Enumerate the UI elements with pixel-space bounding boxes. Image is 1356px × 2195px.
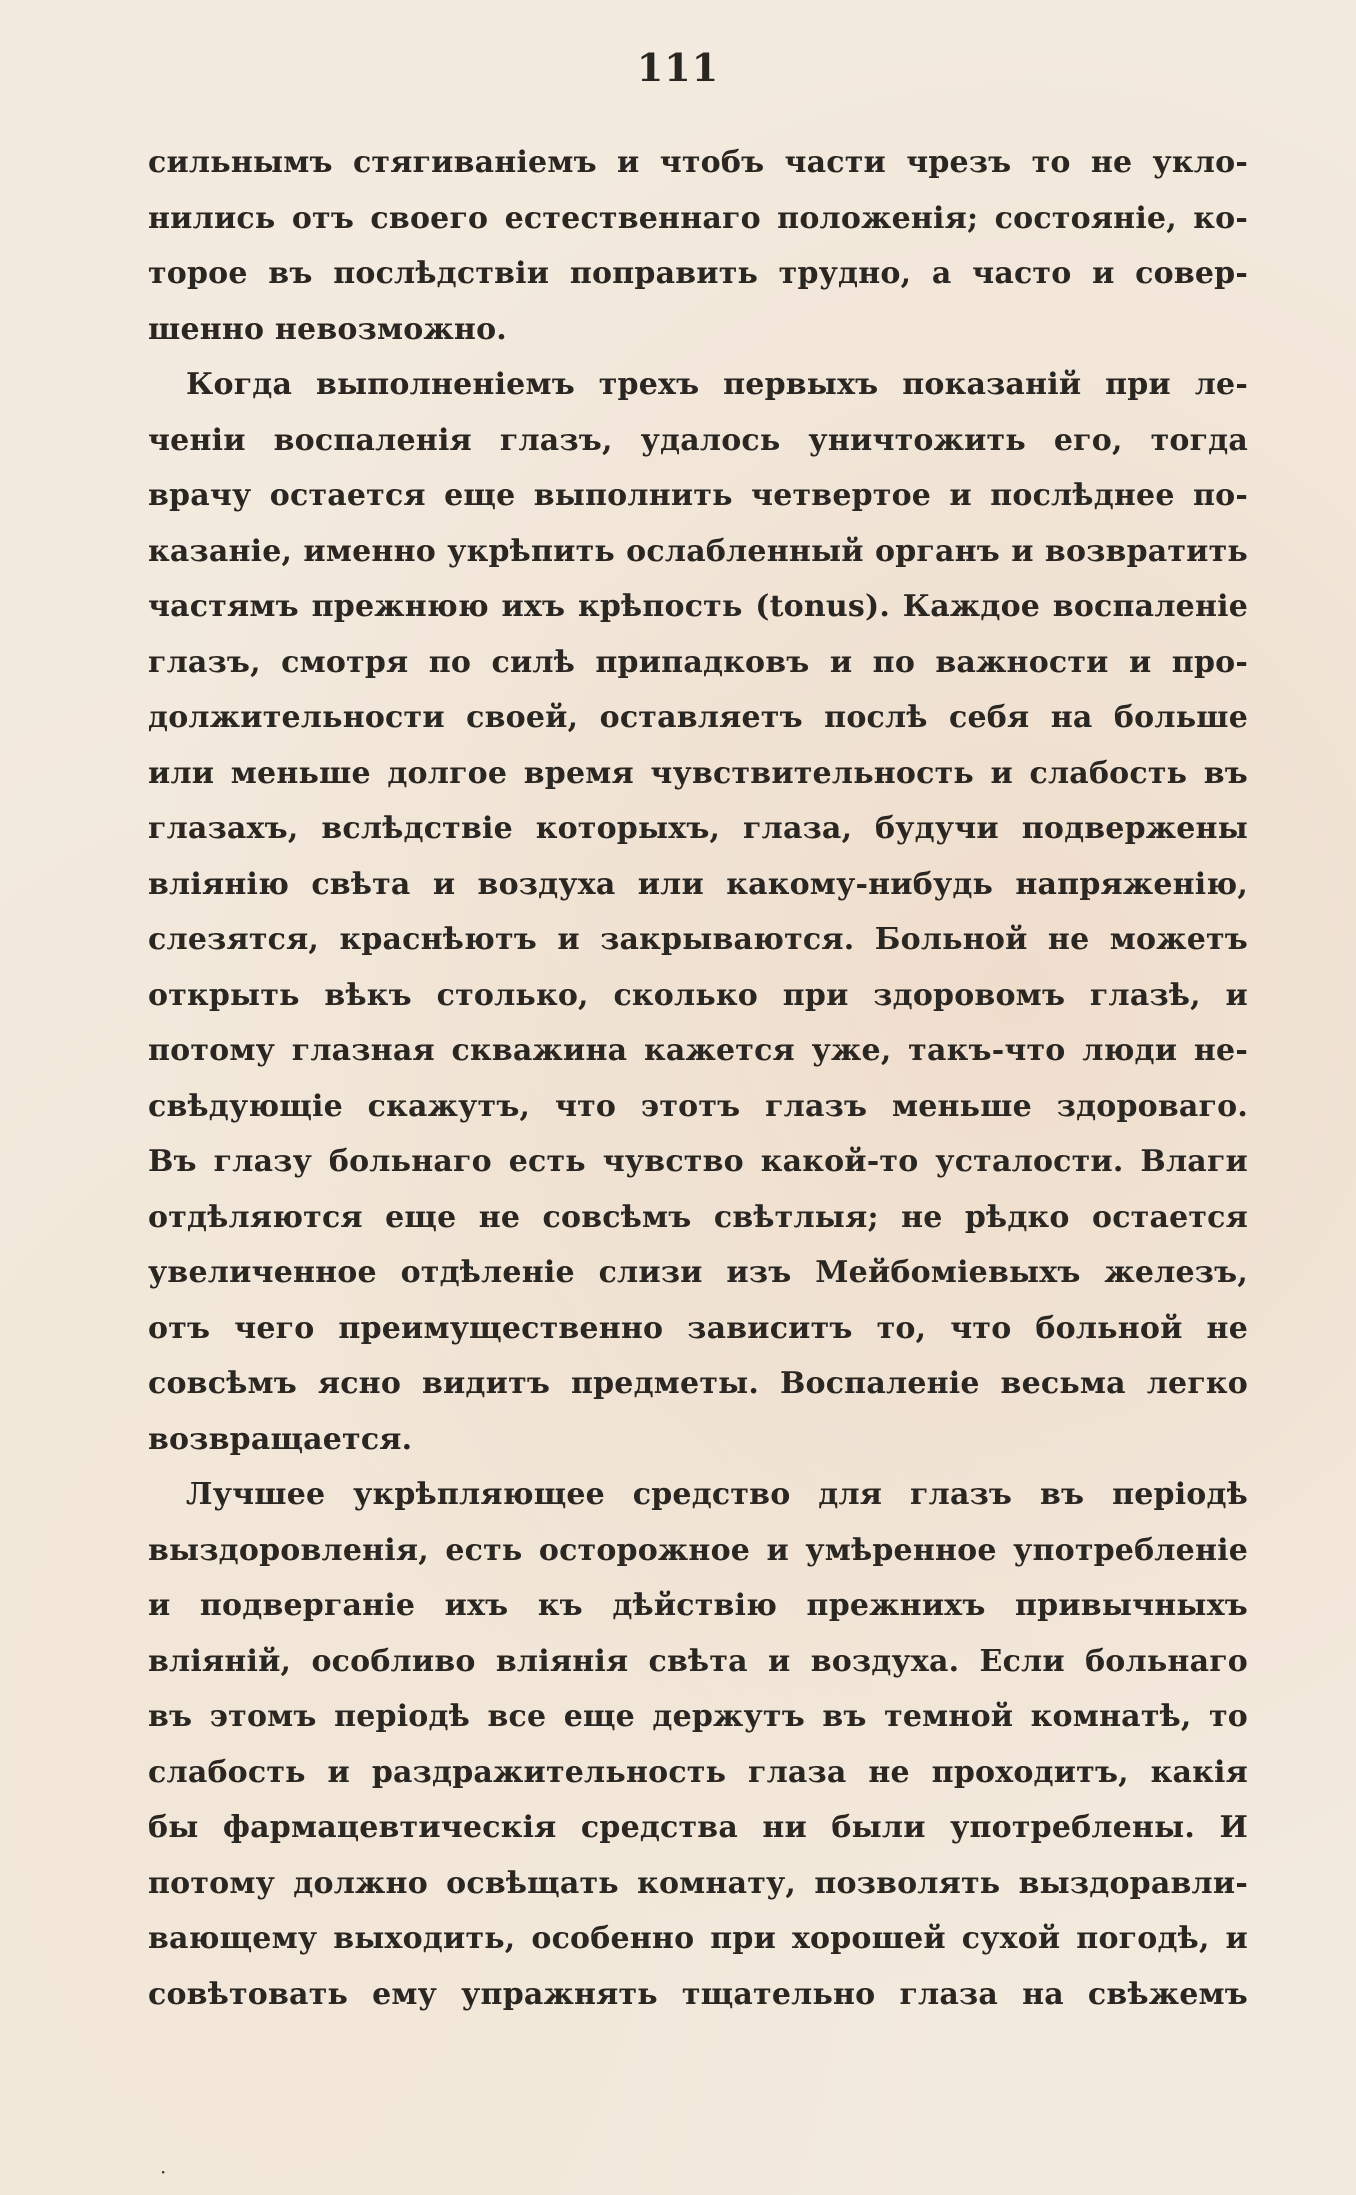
text-line: потому глазная скважина кажется уже, такъ-что люди не- <box>148 1033 1248 1068</box>
text-line: нились отъ своего естественнаго положенія; состояніе, ко- <box>148 200 1248 236</box>
body-text <box>148 135 1248 2022</box>
text-line: вающему выходить, особенно при хорошей сухой погодѣ, и <box>148 1921 1248 1956</box>
text-line: слабость и раздражительность глаза не проходитъ, какія <box>148 1754 1248 1790</box>
text-line: въ этомъ періодѣ все еще держутъ въ темной комнатѣ, то <box>148 1699 1248 1734</box>
text-line: сильнымъ стягиваніемъ и чтобъ части чрезъ то не укло- <box>148 145 1248 180</box>
text-line: глазахъ, вслѣдствіе которыхъ, глаза, будучи подвержены <box>148 811 1248 846</box>
text-line: совѣтовать ему упражнять тщательно глаза на свѣжемъ <box>148 1976 1248 2012</box>
text-line: отъ чего преимущественно зависитъ то, что больной не <box>148 1310 1248 1346</box>
text-line: бы фармацевтическія средства ни были употреблены. И <box>148 1810 1248 1845</box>
text-line: вліянію свѣта и воздуха или какому-нибудь напряженію, <box>148 866 1248 902</box>
page-number: 111 <box>636 45 720 90</box>
text-line: отдѣляются еще не совсѣмъ свѣтлыя; не рѣдко остается <box>148 1199 1248 1235</box>
text-line: Въ глазу больнаго есть чувство какой-то усталости. Влаги <box>148 1144 1248 1179</box>
text-line: торое въ послѣдствіи поправить трудно, а часто и совер- <box>148 256 1248 291</box>
text-line: вліяній, особливо вліянія свѣта и воздуха. Если больнаго <box>148 1643 1248 1679</box>
text-line: казаніе, именно укрѣпить ослабленный органъ и возвратить <box>148 533 1248 569</box>
text-line: глазъ, смотря по силѣ припадковъ и по важности и про- <box>148 644 1248 680</box>
text-line: частямъ прежнюю ихъ крѣпость (tonus). Каждое воспаленіе <box>148 589 1248 624</box>
text-line: Лучшее укрѣпляющее средство для глазъ въ періодѣ <box>186 1477 1248 1512</box>
text-line: или меньше долгое время чувствительность и слабость въ <box>148 755 1248 791</box>
text-line: врачу остается еще выполнить четвертое и послѣднее по- <box>148 478 1248 513</box>
text-line: свѣдующіе скажутъ, что этотъ глазъ меньше здороваго. <box>148 1088 1248 1124</box>
text-line: ченіи воспаленія глазъ, удалось уничтожить его, тогда <box>148 422 1248 458</box>
text-line: потому должно освѣщать комнату, позволять выздоравли- <box>148 1865 1248 1901</box>
text-line: слезятся, краснѣютъ и закрываются. Больной не можетъ <box>148 922 1248 957</box>
text-line: шенно невозможно. <box>148 311 507 347</box>
text-line: совсѣмъ ясно видитъ предметы. Воспаленіе весьма легко <box>148 1366 1248 1401</box>
text-line: должительности своей, оставляетъ послѣ себя на больше <box>148 700 1248 735</box>
text-line: Когда выполненіемъ трехъ первыхъ показаній при ле- <box>186 367 1248 402</box>
text-line: возвращается. <box>148 1421 413 1457</box>
text-line: увеличенное отдѣленіе слизи изъ Мейбоміевыхъ железъ, <box>148 1255 1248 1290</box>
text-line: выздоровленія, есть осторожное и умѣренное употребленіе <box>148 1532 1248 1568</box>
text-line: и подверганіе ихъ къ дѣйствію прежнихъ привычныхъ <box>148 1588 1248 1623</box>
text-line: открыть вѣкъ столько, сколько при здоровомъ глазѣ, и <box>148 977 1248 1013</box>
ink-speck: · <box>160 2160 167 2184</box>
